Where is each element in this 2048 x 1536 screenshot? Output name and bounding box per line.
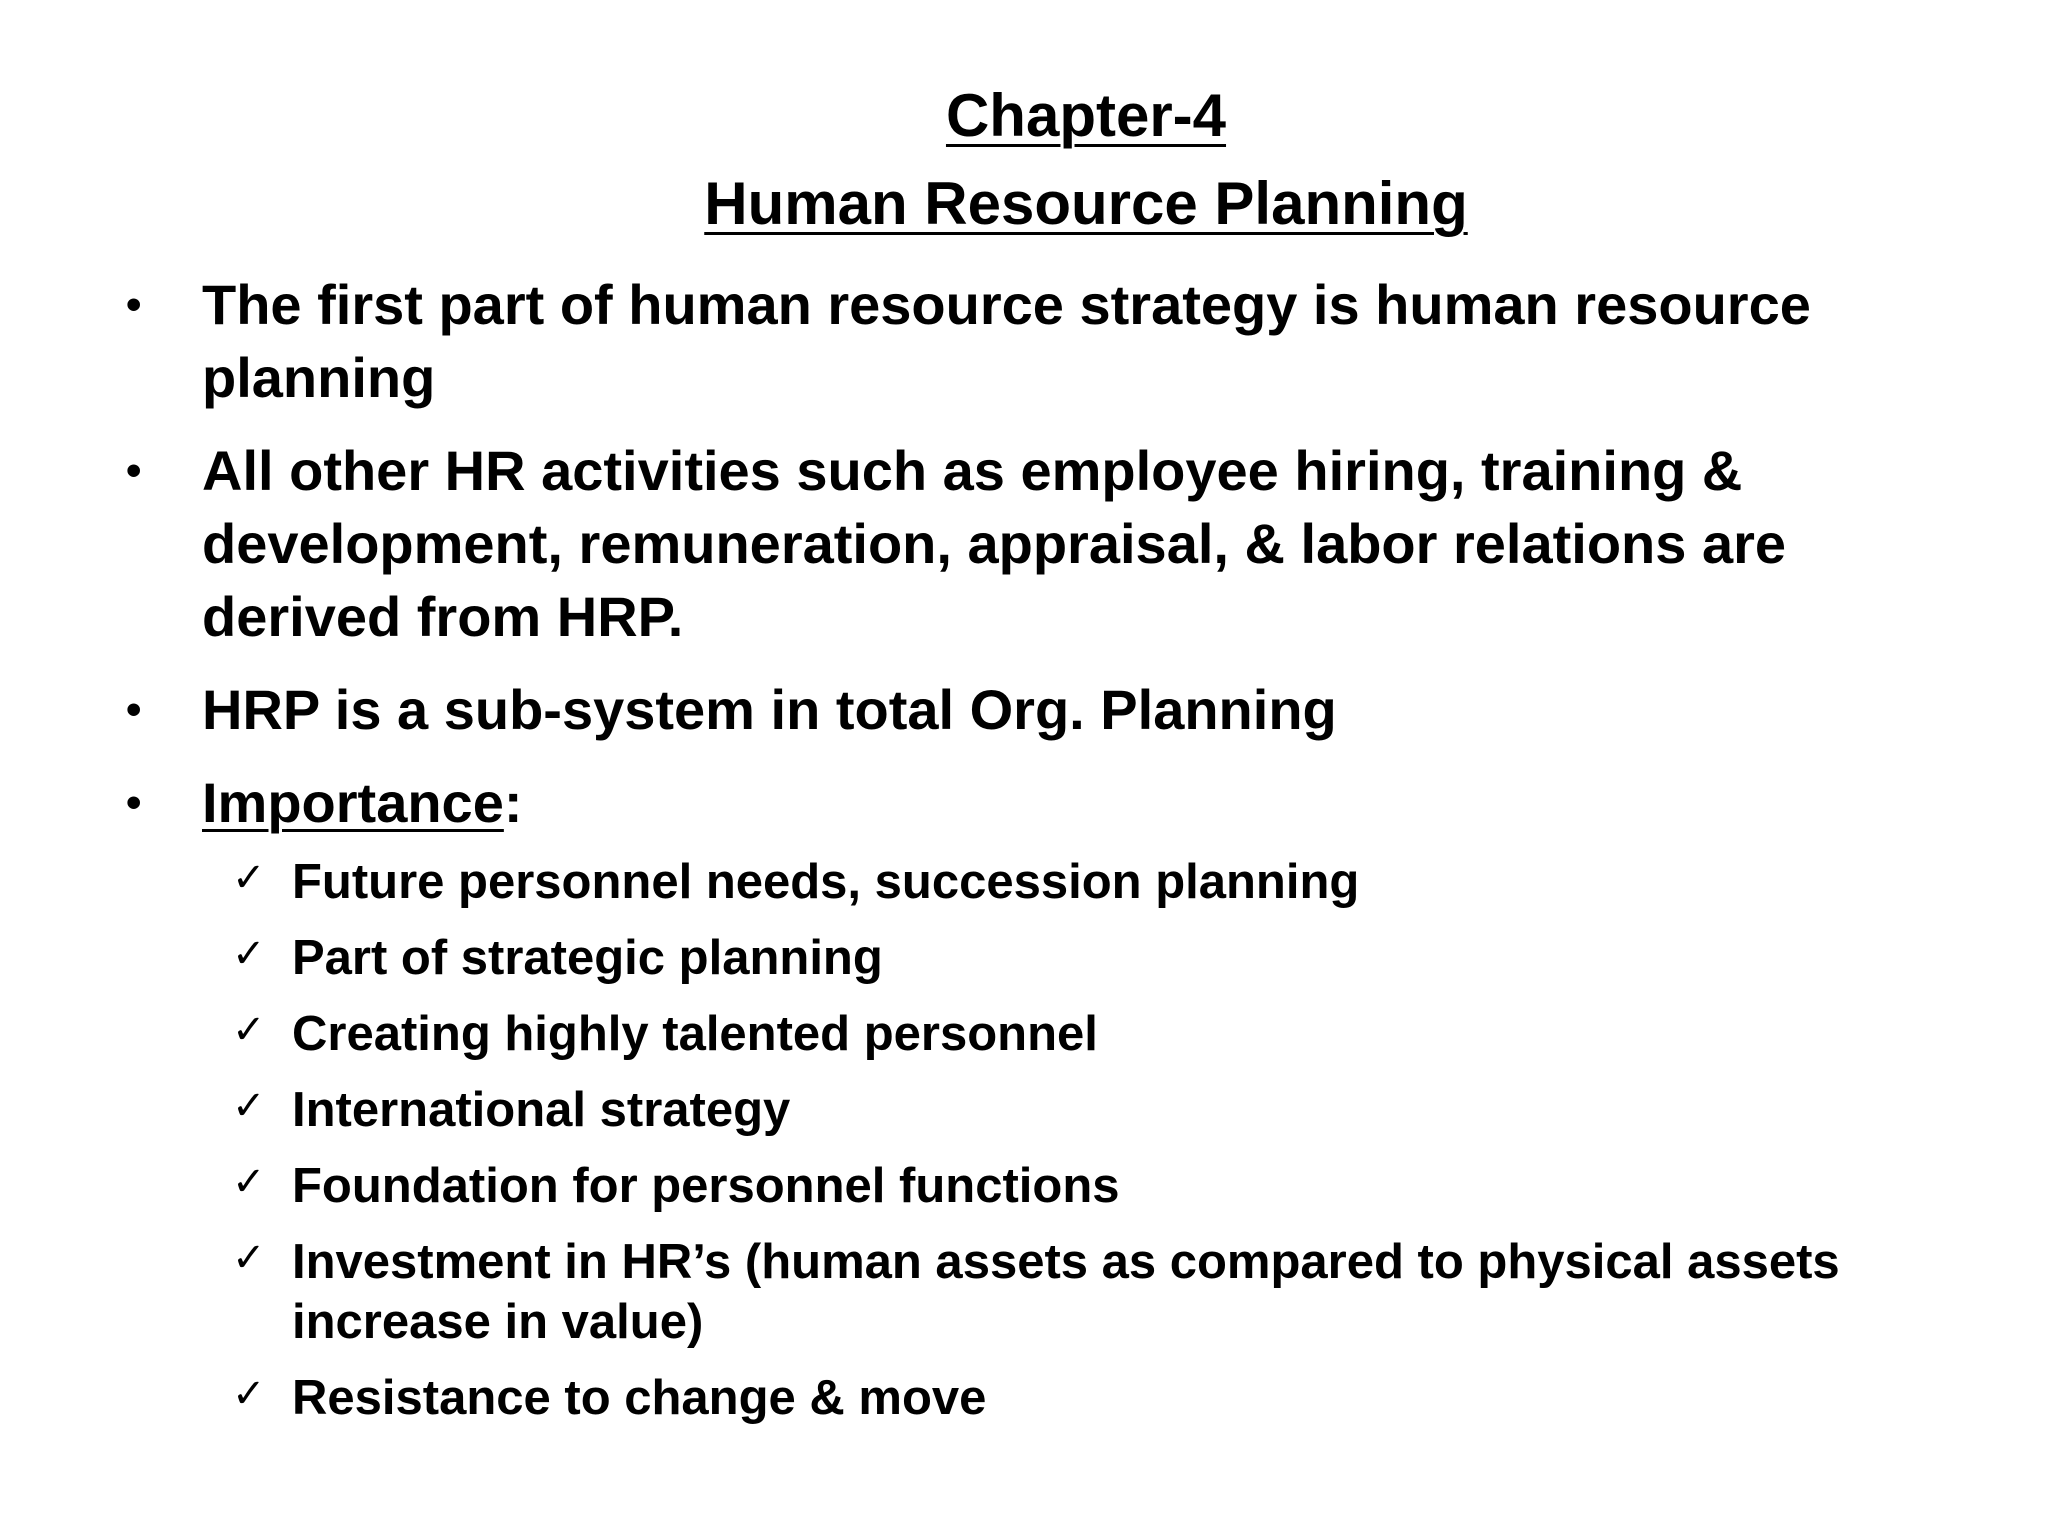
bullet-dot-icon: • [126,685,142,734]
checklist-text: Creating highly talented personnel [292,1007,1098,1061]
bullet-item [124,673,1964,746]
bullet-item [124,434,1964,653]
checklist-text: Future personnel needs, succession planning [292,855,1360,909]
checklist-text: Part of strategic planning [292,931,883,985]
slide-title [62,72,2048,248]
importance-label: Importance [202,771,504,834]
checklist-item [232,928,1932,988]
checklist-text: Investment in HR’s (human assets as compared to physical assets increase in value) [292,1235,1840,1349]
checklist-item [232,1232,1932,1352]
checklist-text: International strategy [292,1083,791,1137]
checkmark-icon: ✓ [232,1235,266,1281]
importance-checklist [232,852,1932,1444]
checkmark-icon: ✓ [232,855,266,901]
checkmark-icon: ✓ [232,1007,266,1053]
bullet-item-importance [124,766,1964,839]
checkmark-icon: ✓ [232,1083,266,1129]
bullet-dot-icon: • [126,446,142,495]
checklist-item [232,1004,1932,1064]
checkmark-icon: ✓ [232,1371,266,1417]
topic-heading: Human Resource Planning [704,170,1468,237]
bullet-dot-icon: • [126,280,142,329]
checklist-item [232,852,1932,912]
main-bullet-list [124,268,1964,859]
checklist-item [232,1080,1932,1140]
checklist-item [232,1368,1932,1428]
checklist-text: Foundation for personnel functions [292,1159,1120,1213]
bullet-text: All other HR activities such as employee hiring, training & development, remuneration, appraisal, & labor relations are derived from HRP. [202,439,1787,648]
bullet-dot-icon: • [126,778,142,827]
checklist-text: Resistance to change & move [292,1371,987,1425]
bullet-text: HRP is a sub-system in total Org. Planning [202,678,1337,741]
bullet-item [124,268,1964,414]
checkmark-icon: ✓ [232,931,266,977]
checkmark-icon: ✓ [232,1159,266,1205]
checklist-item [232,1156,1932,1216]
bullet-text: The first part of human resource strategy is human resource planning [202,273,1811,409]
chapter-heading: Chapter-4 [945,82,1227,149]
importance-colon: : [503,771,523,834]
